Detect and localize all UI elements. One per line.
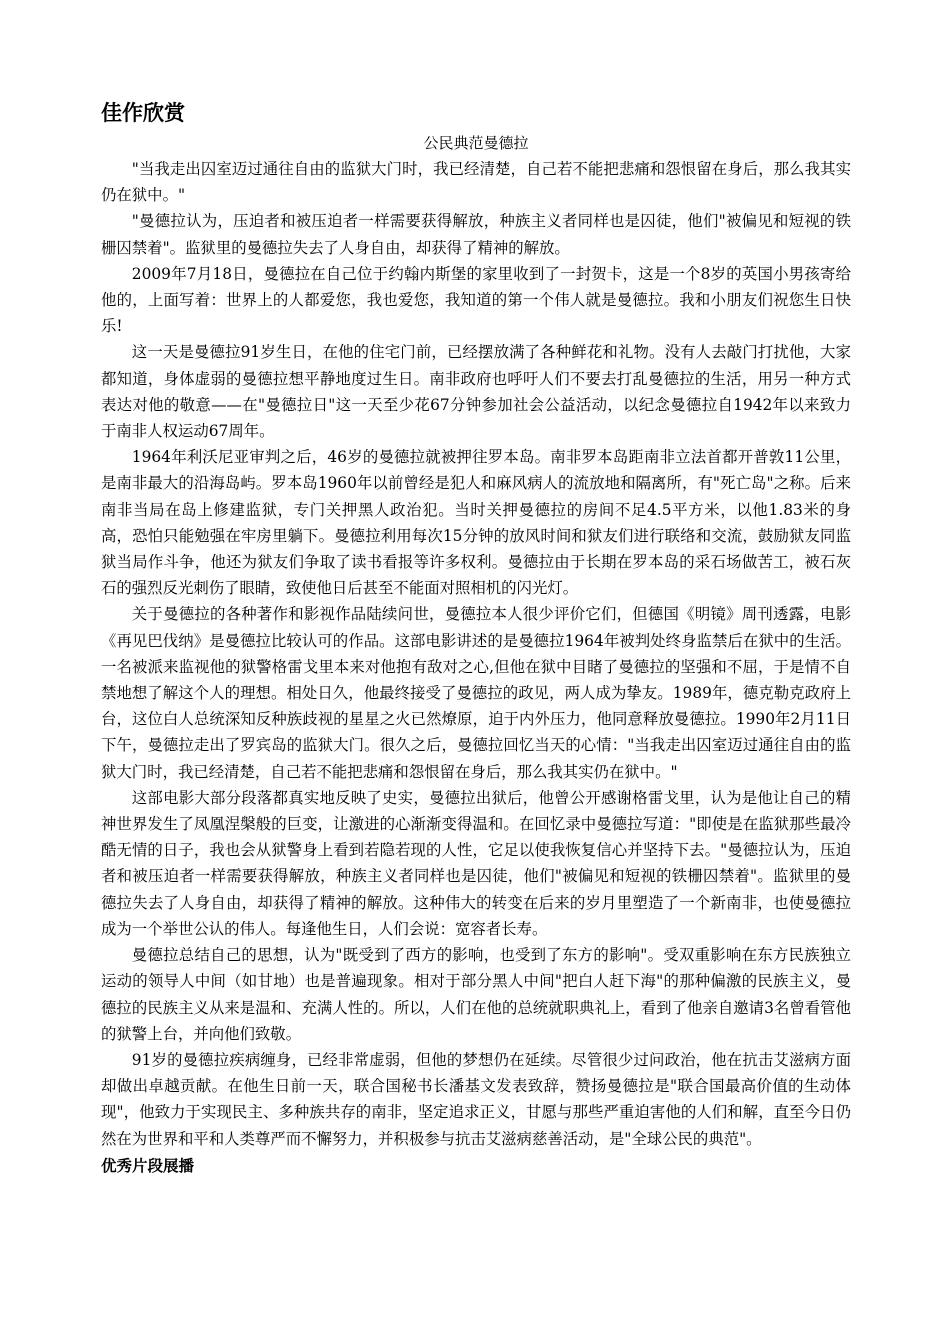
paragraph: "当我走出囚室迈过通往自由的监狱大门时，我已经清楚，自己若不能把悲痛和怨恨留在身后，那么我其实仍在狱中。" <box>101 160 851 205</box>
paragraph: 1964年利沃尼亚审判之后，46岁的曼德拉就被押往罗本岛。南非罗本岛距南非立法首都开普敦11公里，是南非最大的沿海岛屿。罗本岛1960年以前曾经是犯人和麻风病人的流放地和隔离所，有"死亡岛"之称。后来南非当局在岛上修建监狱，专门关押黑人政治犯。当时关押曼德拉的房间不足4.5平方米，以他1.83米的身高，恐怕只能勉强在牢房里躺下。曼德拉利用每次15分钟的放风时间和狱友们进行联络和交流，鼓励狱友同监狱当局作斗争，他还为狱友们争取了读书看报等许多权利。曼德拉由于长期在罗本岛的采石场做苦工，被石灰石的强烈反光刺伤了眼睛，致使他日后甚至不能面对照相机的闪光灯。 <box>101 448 851 598</box>
paragraph: 曼德拉总结自己的思想，认为"既受到了西方的影响，也受到了东方的影响"。受双重影响在东方民族独立运动的领导人中间（如甘地）也是普遍现象。相对于部分黑人中间"把白人赶下海"的那种偏激的民族主义，曼德拉的民族主义从来是温和、充满人性的。所以，人们在他的总统就职典礼上，看到了他亲自邀请3名曾看管他的狱警上台，并向他们致敬。 <box>101 946 851 1043</box>
document-page <box>101 96 851 1180</box>
section-title: 佳作欣赏 <box>101 101 185 125</box>
article-title: 公民典范曼德拉 <box>423 134 529 152</box>
paragraph: 91岁的曼德拉疾病缠身，已经非常虚弱，但他的梦想仍在延续。尽管很少过问政治，他在抗击艾滋病方面却做出卓越贡献。在他生日前一天，联合国秘书长潘基文发表致辞，赞扬曼德拉是"联合国最高价值的生动体现"，他致力于实现民主、多种族共存的南非，坚定追求正义，甘愿与那些严重迫害他的人们和解，直至今日仍然在为世界和平和人类尊严而不懈努力，并积极参与抗击艾滋病慈善活动，是"全球公民的典范"。 <box>101 1050 851 1148</box>
paragraph: 这部电影大部分段落都真实地反映了史实，曼德拉出狱后，他曾公开感谢格雷戈里，认为是他让自己的精神世界发生了凤凰涅槃般的巨变，让激进的心渐渐变得温和。在回忆录中曼德拉写道："即使是在监狱那些最冷酷无情的日子，我也会从狱警身上看到若隐若现的人性，它足以使我恢复信心并坚持下去。"曼德拉认为，压迫者和被压迫者一样需要获得解放，种族主义者同样也是囚徒，他们"被偏见和短视的铁栅囚禁着"。监狱里的曼德拉失去了人身自由，却获得了精神的解放。这种伟大的转变在后来的岁月里塑造了一个新南非，也使曼德拉成为一个举世公认的伟人。每逢他生日，人们会说：宽容者长寿。 <box>101 788 851 938</box>
paragraph: 关于曼德拉的各种著作和影视作品陆续问世，曼德拉本人很少评价它们，但德国《明镜》周刊透露，电影《再见巴伐纳》是曼德拉比较认可的作品。这部电影讲述的是曼德拉1964年被判处终身监禁后在狱中的生活。一名被派来监视他的狱警格雷戈里本来对他抱有敌对之心,但他在狱中目睹了曼德拉的坚强和不屈，于是情不自禁地想了解这个人的理想。相处日久，他最终接受了曼德拉的政见，两人成为挚友。1989年，德克勒克政府上台，这位白人总统深知反种族歧视的星星之火已然燎原，迫于内外压力，他同意释放曼德拉。1990年2月11日下午，曼德拉走出了罗宾岛的监狱大门。很久之后，曼德拉回忆当天的心情："当我走出囚室迈过通往自由的监狱大门时，我已经清楚，自己若不能把悲痛和怨恨留在身后，那么我其实仍在狱中。" <box>101 605 851 781</box>
subsection-title: 优秀片段展播 <box>101 1156 195 1175</box>
paragraph: "曼德拉认为，压迫者和被压迫者一样需要获得解放，种族主义者同样也是囚徒，他们"被偏见和短视的铁栅囚禁着"。监狱里的曼德拉失去了人身自由，却获得了精神的解放。 <box>101 212 851 257</box>
paragraph: 这一天是曼德拉91岁生日，在他的住宅门前，已经摆放满了各种鲜花和礼物。没有人去敲门打扰他，大家都知道，身体虚弱的曼德拉想平静地度过生日。南非政府也呼吁人们不要去打乱曼德拉的生活，用另一种方式表达对他的敬意——在"曼德拉日"这一天至少花67分钟参加社会公益活动，以纪念曼德拉自1942年以来致力于南非人权运动67周年。 <box>101 343 851 441</box>
paragraph: 2009年7月18日，曼德拉在自己位于约翰内斯堡的家里收到了一封贺卡，这是一个8岁的英国小男孩寄给他的，上面写着：世界上的人都爱您，我也爱您，我知道的第一个伟人就是曼德拉。我和小朋友们祝您生日快乐! <box>101 264 851 336</box>
